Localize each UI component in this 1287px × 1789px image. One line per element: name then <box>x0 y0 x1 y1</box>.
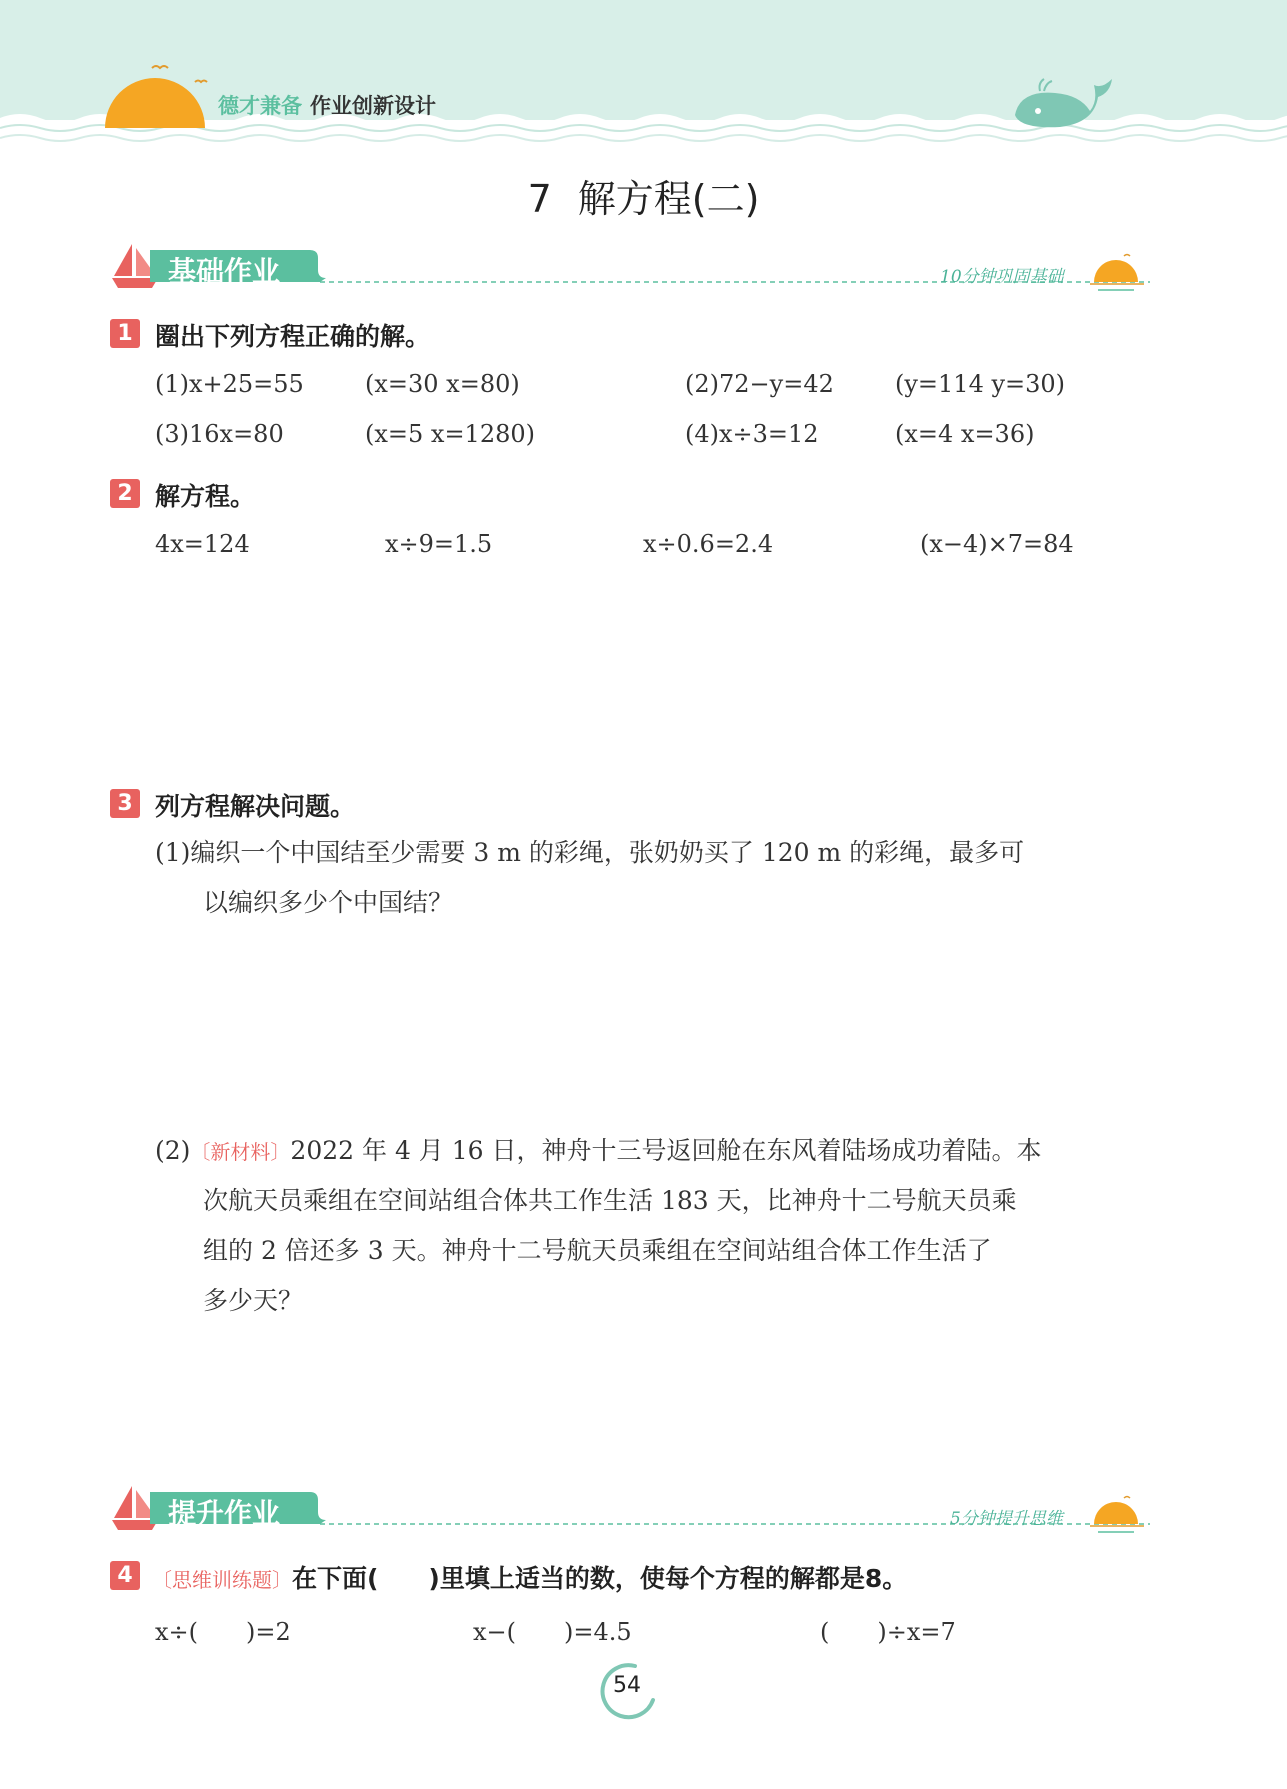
question-number: 3 <box>110 789 140 818</box>
question-prompt-text: 在下面( )里填上适当的数，使每个方程的解都是8。 <box>292 1564 908 1593</box>
equation: x÷9=1.5 <box>385 530 493 558</box>
answer-options: (x=5 x=1280) <box>365 420 535 448</box>
word-problem-2-line1 <box>155 1125 1042 1178</box>
answer-options: (x=4 x=36) <box>895 420 1035 448</box>
question-prompt: 列方程解决问题。 <box>155 792 356 821</box>
page-title <box>0 168 1287 223</box>
equation-item: (2)72−y=42 <box>685 370 834 398</box>
small-sun-icon <box>1088 1494 1146 1538</box>
equation: x÷( )=2 <box>155 1618 291 1646</box>
brand-series: 作业创新设计 <box>310 94 436 118</box>
equation-item: (3)16x=80 <box>155 420 284 448</box>
page-number: 54 <box>613 1673 641 1698</box>
equation: x−( )=4.5 <box>473 1618 632 1646</box>
small-sun-icon <box>1088 252 1146 296</box>
section-basic-label: 基础作业 <box>168 255 281 288</box>
brand-title <box>218 90 436 120</box>
question-number: 4 <box>110 1561 140 1590</box>
section-basic-subtitle: 10分钟巩固基础 <box>940 267 1064 287</box>
answer-options: (y=114 y=30) <box>895 370 1066 398</box>
equation-item: (4)x÷3=12 <box>685 420 819 448</box>
equation: (x−4)×7=84 <box>920 530 1074 558</box>
question-prompt <box>152 1559 907 1595</box>
sun-icon <box>100 60 210 130</box>
brand-name: 德才兼备 <box>218 94 302 118</box>
problem-label: (2) <box>155 1136 191 1165</box>
word-problem-2-line3: 组的 2 倍还多 3 天。神舟十二号航天员乘组在空间站组合体工作生活了 <box>203 1236 992 1265</box>
question-number: 2 <box>110 479 140 508</box>
section-advanced-subtitle: 5分钟提升思维 <box>950 1509 1063 1529</box>
whale-icon <box>1010 75 1115 135</box>
word-problem-2-line4: 多少天？ <box>203 1286 304 1315</box>
problem-text: 2022 年 4 月 16 日，神舟十三号返回舱在东风着陆场成功着陆。本 <box>290 1136 1042 1165</box>
equation: 4x=124 <box>155 530 250 558</box>
section-advanced-label: 提升作业 <box>168 1497 281 1530</box>
answer-options: (x=30 x=80) <box>365 370 520 398</box>
question-prompt: 圈出下列方程正确的解。 <box>155 322 431 351</box>
equation: x÷0.6=2.4 <box>643 530 774 558</box>
equation-item: (1)x+25=55 <box>155 370 304 398</box>
lesson-number: 7 <box>527 177 552 221</box>
question-number: 1 <box>110 319 140 348</box>
word-problem-2-line2: 次航天员乘组在空间站组合体共工作生活 183 天，比神舟十二号航天员乘 <box>203 1186 1017 1215</box>
word-problem-1-line2: 以编织多少个中国结？ <box>203 888 454 917</box>
new-material-tag: 〔新材料〕 <box>190 1140 291 1164</box>
equation: ( )÷x=7 <box>820 1618 956 1646</box>
question-prompt: 解方程。 <box>155 482 256 511</box>
word-problem-1-line1: (1)编织一个中国结至少需要 3 m 的彩绳，张奶奶买了 120 m 的彩绳，最多可 <box>155 838 1025 867</box>
lesson-title: 解方程(二) <box>577 177 760 221</box>
thinking-training-tag: 〔思维训练题〕 <box>152 1568 292 1592</box>
